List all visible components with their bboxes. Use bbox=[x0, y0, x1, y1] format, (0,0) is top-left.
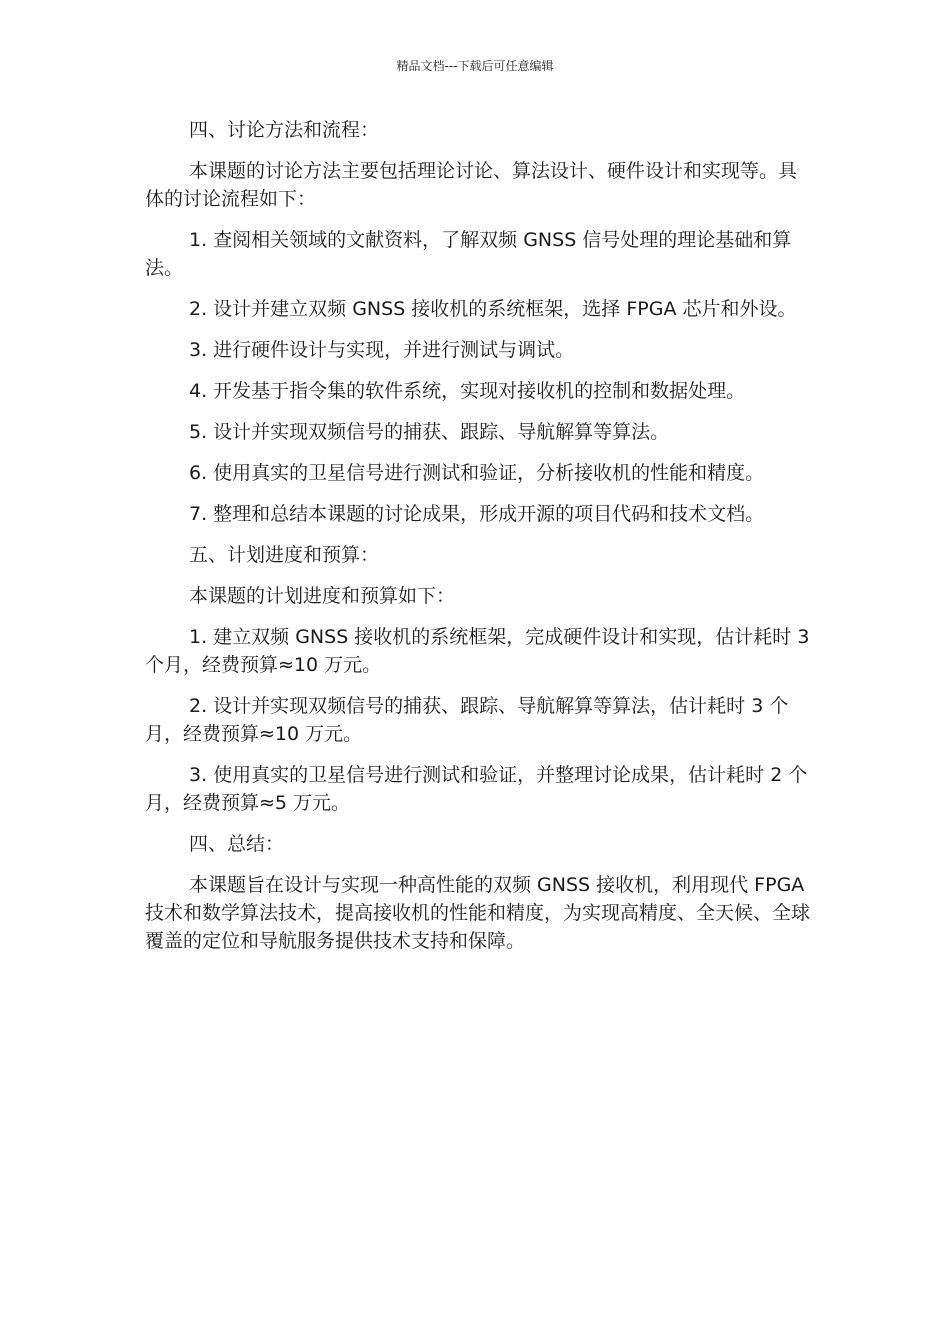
list-item-process-6: 6. 使用真实的卫星信号进行测试和验证，分析接收机的性能和精度。 bbox=[189, 462, 765, 484]
section-heading-methods: 四、讨论方法和流程： bbox=[189, 119, 380, 141]
list-item-schedule-2: 2. 设计并实现双频信号的捕获、跟踪、导航解算等算法，估计耗时 3 个月，经费预算≈10 万元。 bbox=[145, 695, 789, 745]
paragraph-methods-intro: 本课题的讨论方法主要包括理论讨论、算法设计、硬件设计和实现等。具体的讨论流程如下： bbox=[145, 160, 798, 210]
paragraph-summary: 本课题旨在设计与实现一种高性能的双频 GNSS 接收机，利用现代 FPGA 技术和数学算法技术，提高接收机的性能和精度，为实现高精度、全天候、全球覆盖的定位和导航服务提供技术支持和保障。 bbox=[145, 874, 811, 952]
list-item-process-5: 5. 设计并实现双频信号的捕获、跟踪、导航解算等算法。 bbox=[189, 421, 670, 443]
section-heading-schedule: 五、计划进度和预算： bbox=[189, 544, 380, 566]
list-item-process-7: 7. 整理和总结本课题的讨论成果，形成开源的项目代码和技术文档。 bbox=[189, 503, 765, 525]
document-body bbox=[145, 116, 810, 968]
list-item-schedule-3: 3. 使用真实的卫星信号进行测试和验证，并整理讨论成果，估计耗时 2 个月，经费预算≈5 万元。 bbox=[145, 764, 808, 814]
list-item-process-2: 2. 设计并建立双频 GNSS 接收机的系统框架，选择 FPGA 芯片和外设。 bbox=[189, 298, 797, 320]
list-item-process-3: 3. 进行硬件设计与实现，并进行测试与调试。 bbox=[189, 339, 575, 361]
page-header: 精品文档---下载后可任意编辑 bbox=[396, 59, 554, 73]
list-item-process-1: 1. 查阅相关领域的文献资料，了解双频 GNSS 信号处理的理论基础和算法。 bbox=[145, 229, 792, 279]
paragraph-schedule-intro: 本课题的计划进度和预算如下： bbox=[189, 585, 456, 607]
list-item-process-4: 4. 开发基于指令集的软件系统，实现对接收机的控制和数据处理。 bbox=[189, 380, 746, 402]
list-item-schedule-1: 1. 建立双频 GNSS 接收机的系统框架，完成硬件设计和实现，估计耗时 3 个月，经费预算≈10 万元。 bbox=[145, 626, 810, 676]
section-heading-summary: 四、总结： bbox=[189, 833, 285, 855]
